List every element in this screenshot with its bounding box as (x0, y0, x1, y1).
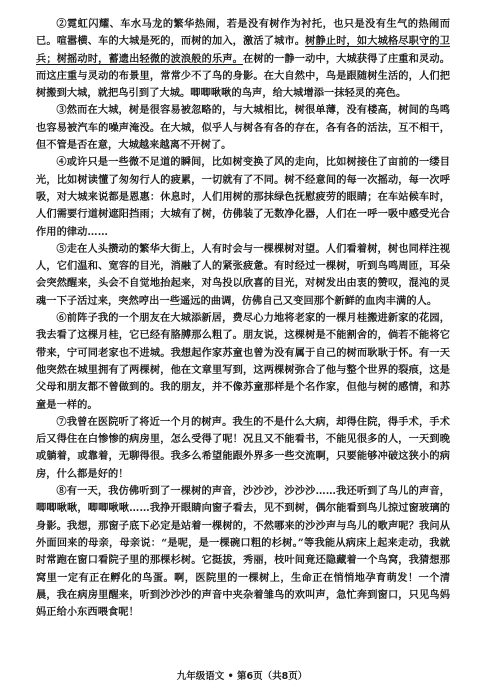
paragraph-text: ⑤走在人头攒动的繁华大街上，人有时会与一棵棵树对望。人们看着树，树也同样注视人，它们温和、宽容的目光，消融了人的紧张疲惫。有时经过一棵树，听到鸟鸣周匝，耳朵会突然醒来，头会不自觉地抬起来，对鸟投以欣喜的目光，对树发出由衷的赞叹，混沌的灵魂一下子活过来，突然哼出一些遥远的曲调，仿佛自己又变回那个新鲜的血肉丰满的人。 (36, 242, 450, 307)
paragraph (36, 241, 450, 310)
paragraph-text: ⑥前阵子我的一个朋友在大城添新居，费尽心力地将老家的一棵月桂搬进新家的花园，我去看了这棵月桂，它已经有胳膊那么粗了。朋友说，这棵树是不能割舍的，倘若不能将它带来，宁可同老家也不进城。我想起作家苏童也曾为没有属于自己的树而耿耿于怀。有一天他突然在城里拥有了两棵树，他在文章里写到，这两棵树弥合了他与整个世界的裂痕，这是父母和朋友都不曾做到的。我的朋友，并不像苏童那样是个名作家，但他与树的感情，和苏童是一样的。 (36, 312, 450, 411)
paragraph (36, 310, 450, 414)
paragraph (36, 154, 450, 240)
paragraph (36, 102, 450, 154)
paragraph (36, 483, 450, 621)
paragraph (36, 414, 450, 483)
paragraph-text: 在树的一静一动中，大城获得了庄重和灵动。而这庄重与灵动的布景里，常常少不了鸟的身影。在大自然中，鸟是跟随树生活的，人们把树搬到大城，就把鸟引到了大城。唧唧啾啾的鸟声，给大城增添一抹轻灵的亮色。 (36, 52, 450, 100)
paragraph-text: ③然而在大城，树是很容易被忽略的，与大城相比，树很单薄，没有楼高，树间的鸟鸣也容易被汽车的噪声淹没。在大城，似乎人与树各有各的存在，各有各的活法，互不相干，但不管是否在意，大城越来越离不开树了。 (36, 104, 450, 152)
paragraph-text: ②霓虹闪耀、车水马龙的繁华热闹，若是没有树作为衬托，也只是没有生气的热闹而已。喧嚣横、车的大城是死的，而树的加入，激活了城市。 (36, 18, 450, 48)
paragraph (36, 16, 450, 102)
reading-passage (36, 16, 450, 621)
paragraph-text: ⑦我曾在医院听了将近一个月的树声。我生的不是什么大病，却得住院，得手术，手术后又得住在白惨惨的病房里，怎么受得了呢！况且又不能看书，不能见很多的人，一天到晚或躺着，或靠着，无聊得很。我多么希望能跟外界多一些交流啊，只要能够冲破这狭小的病房，什么都是好的！ (36, 415, 450, 480)
paragraph-text: ④或许只是一些微不足道的瞬间，比如树变换了风的走向，比如树接住了亩前的一缕目光，比如树读懂了匆匆行人的疲累，一切就有了不同。树不经意间的每一次摇动，每一次呼吸，对大城来说都是恩惠：休息时，人们用树的那抹绿色抚慰疲劳的眼睛；在车站候车时，人们需要行道树遮阳挡雨；大城有了树，仿佛装了无数净化器，人们在一呼一吸中感受光合作用的律动…… (36, 156, 450, 238)
paragraph-text: ⑧有一天，我仿佛听到了一棵树的声音，沙沙沙，沙沙沙……我还听到了鸟儿的声音，唧唧啾啾，唧唧啾啾……我挣开眼睛向窗子看去，见不到树，偶尔能看到鸟儿掠过窗玻璃的身影。我想，那窗子底下必定是站着一棵树的，不然哪来的沙沙声与鸟儿的歌声呢？我问从外面回来的母亲，母亲说：“是呢，是一棵碗口粗的杉树。”等我能从病床上起来走动，我就时常跑在窗口看院子里的那棵杉树。它挺拔，秀丽，枝叶间竟还隐藏着一个鸟窝，我猜想那窝里一定有正在孵化的鸟蛋。啊，医院里的一棵树上，生命正在悄悄地孕育萌发！一个清晨，我在病房里醒来，听到沙沙沙的声音中夹杂着雏鸟的欢叫声，急忙奔到窗口，只见鸟妈妈正给小东西喂食呢！ (36, 485, 450, 619)
underlined-sentence: 树静止时，如大城格尽职守的卫兵；树摇动时，蓄遗出轻微的波浪般的乐声。 (36, 35, 450, 65)
page-footer: 九年级语文 • 第6页（共8页） (176, 671, 308, 682)
